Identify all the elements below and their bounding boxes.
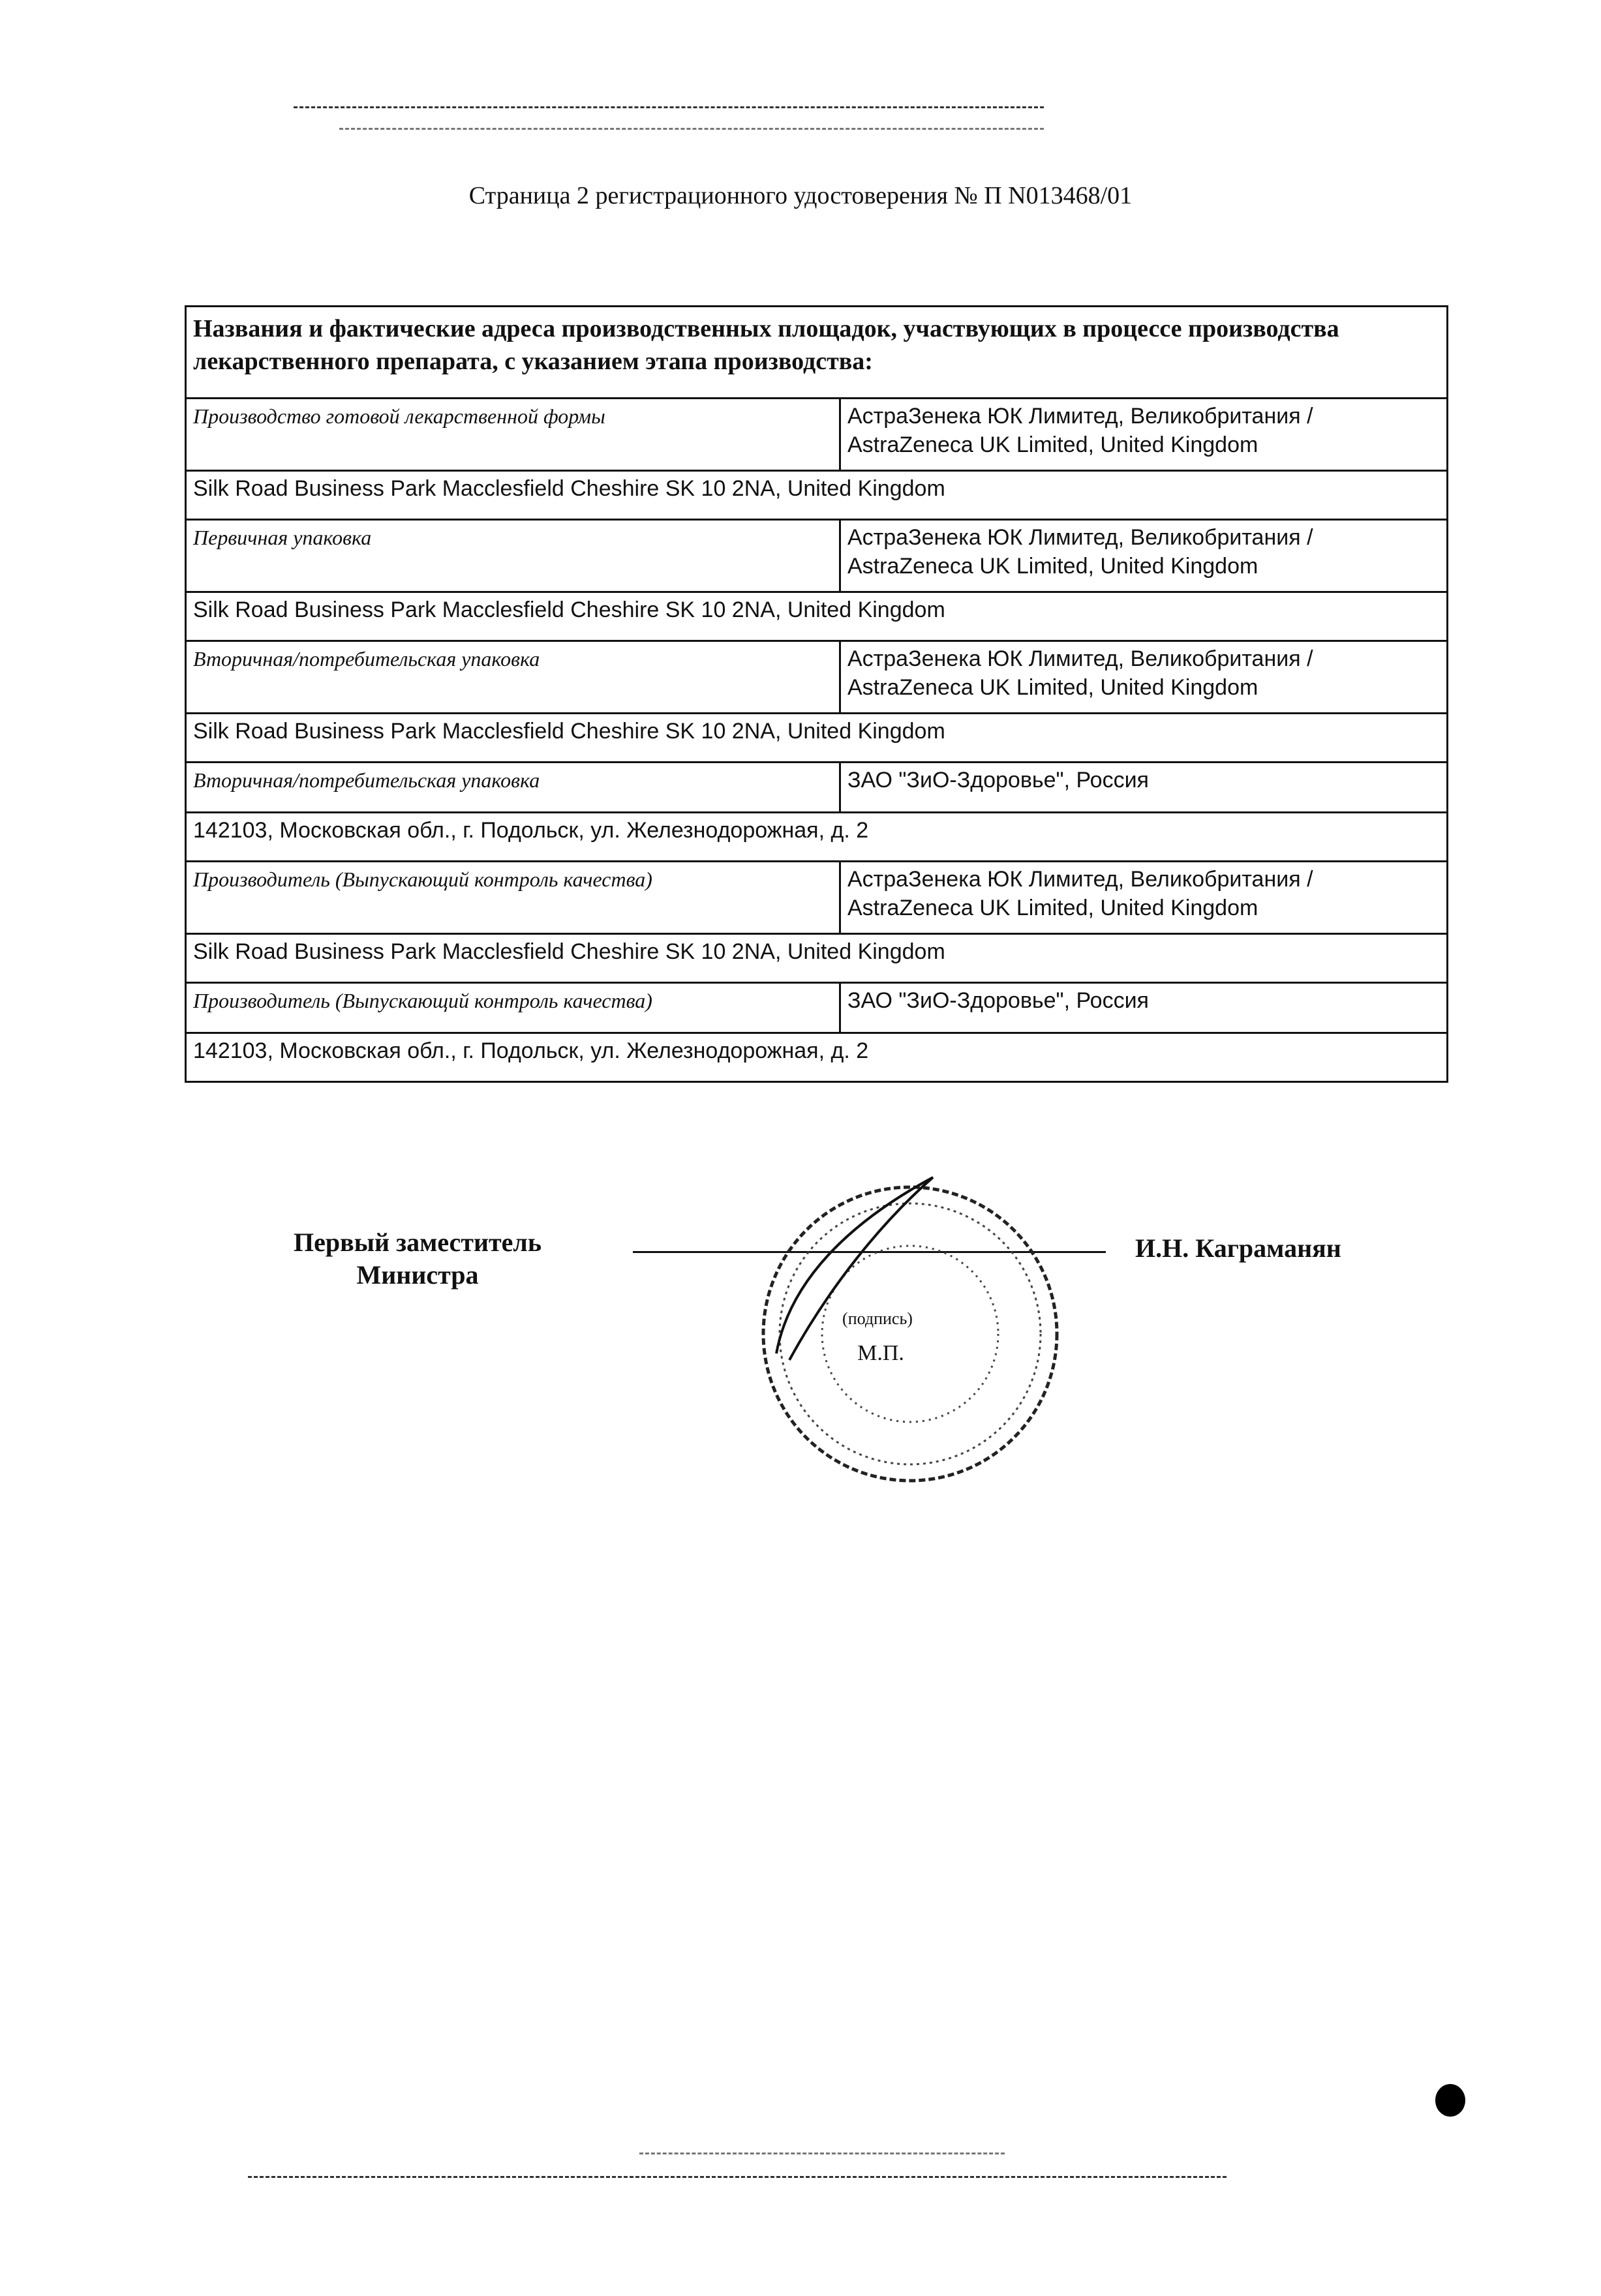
official-stamp: [750, 1164, 1070, 1484]
address-cell: 142103, Московская обл., г. Подольск, ул. Железнодорожная, д. 2: [186, 1033, 1448, 1082]
table-row: [186, 471, 1448, 520]
stage-cell: Вторичная/потребительская упаковка: [186, 641, 840, 714]
page-title: Страница 2 регистрационного удостоверения № П N013468/01: [468, 182, 1133, 209]
table-row: [186, 641, 1448, 714]
stage-cell: Вторичная/потребительская упаковка: [186, 763, 840, 813]
org-cell: ЗАО "ЗиО-Здоровье", Россия: [840, 983, 1448, 1033]
table-heading: Названия и фактические адреса производственных площадок, участвующих в процессе производства лекарственного препарата, с указанием этапа производства:: [186, 307, 1448, 399]
stamp-signature-label: (подпись): [842, 1309, 913, 1328]
org-cell: АстраЗенека ЮК Лимитед, Великобритания / AstraZeneca UK Limited, United Kingdom: [840, 641, 1448, 714]
org-cell: АстраЗенека ЮК Лимитед, Великобритания / AstraZeneca UK Limited, United Kingdom: [840, 862, 1448, 934]
table-row: [186, 1033, 1448, 1082]
stage-cell: Производство готовой лекарственной формы: [186, 399, 840, 471]
address-cell: Silk Road Business Park Macclesfield Cheshire SK 10 2NA, United Kingdom: [186, 934, 1448, 983]
table-row: [186, 399, 1448, 471]
table-row: [186, 592, 1448, 641]
signature-scrawl: [776, 1177, 933, 1360]
org-cell: АстраЗенека ЮК Лимитед, Великобритания / AstraZeneca UK Limited, United Kingdom: [840, 520, 1448, 592]
stamp-mp-label: М.П.: [857, 1341, 904, 1365]
stage-cell: Производитель (Выпускающий контроль качества): [186, 862, 840, 934]
signatory-position: Первый заместитель Министра: [294, 1228, 541, 1290]
table-row: [186, 862, 1448, 934]
address-cell: 142103, Московская обл., г. Подольск, ул. Железнодорожная, д. 2: [186, 813, 1448, 862]
production-sites-table: [185, 305, 1448, 1083]
table-row: [186, 983, 1448, 1033]
signatory-name: И.Н. Каграманян: [1135, 1233, 1341, 1263]
org-cell: АстраЗенека ЮК Лимитед, Великобритания / AstraZeneca UK Limited, United Kingdom: [840, 399, 1448, 471]
table-row: [186, 714, 1448, 763]
stage-cell: Первичная упаковка: [186, 520, 840, 592]
address-cell: Silk Road Business Park Macclesfield Cheshire SK 10 2NA, United Kingdom: [186, 714, 1448, 763]
table-row: [186, 520, 1448, 592]
punch-hole-mark: [1435, 2084, 1465, 2117]
table-row: [186, 763, 1448, 813]
org-cell: ЗАО "ЗиО-Здоровье", Россия: [840, 763, 1448, 813]
stage-cell: Производитель (Выпускающий контроль качества): [186, 983, 840, 1033]
address-cell: Silk Road Business Park Macclesfield Cheshire SK 10 2NA, United Kingdom: [186, 592, 1448, 641]
address-cell: Silk Road Business Park Macclesfield Cheshire SK 10 2NA, United Kingdom: [186, 471, 1448, 520]
table-row: [186, 934, 1448, 983]
table-row: [186, 813, 1448, 862]
